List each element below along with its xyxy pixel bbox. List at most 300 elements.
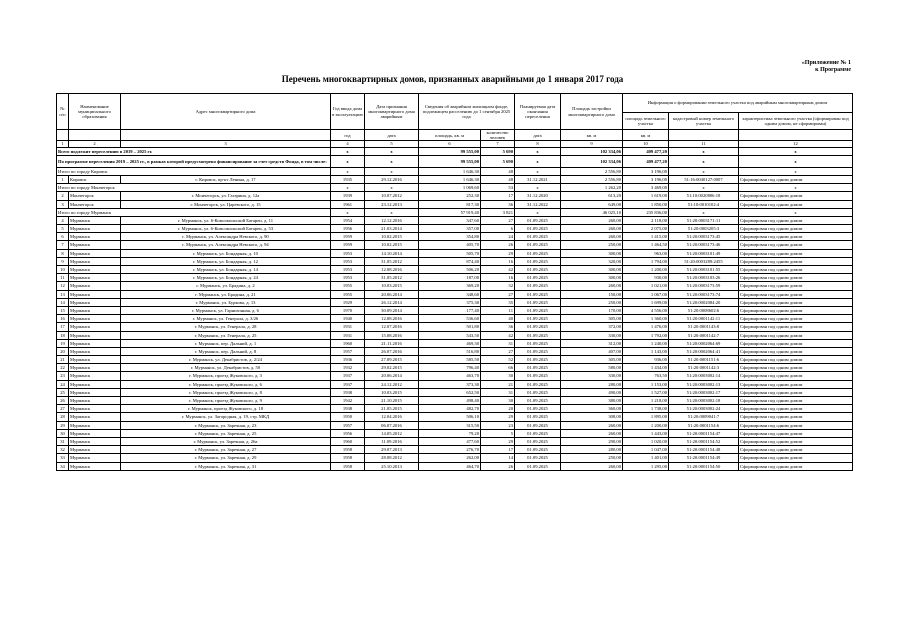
subtotal-cell: х [331, 167, 365, 175]
row-area: 187,00 [419, 274, 481, 282]
colnum: 10 [623, 141, 669, 147]
table-row [57, 331, 853, 339]
row-building-area: 250,00 [561, 298, 623, 306]
table-row [57, 225, 853, 233]
row-area: 817,30 [419, 200, 481, 208]
row-emergency-date: 23.12.2013 [365, 200, 419, 208]
row-cadastral-number: 51:20:0003101:49 [669, 249, 739, 257]
row-area: 874,40 [419, 257, 481, 265]
subtotal-cell: х [365, 208, 419, 216]
row-area: 276,70 [419, 446, 481, 454]
row-address: г. Мурманск, проезд Жуковского, д. 18 [121, 405, 331, 413]
row-planned-date: 01.09.2025 [515, 372, 561, 380]
subtotal-cell: х [365, 167, 419, 175]
row-cadastral-number: 51:20:0003173:45 [669, 233, 739, 241]
row-building-area: 300,00 [561, 274, 623, 282]
row-number: 17 [57, 323, 69, 331]
row-emergency-date: 25.10.2013 [365, 462, 419, 470]
row-building-area: 260,00 [561, 462, 623, 470]
row-land-characteristic: Сформирован под одним домом [739, 216, 853, 224]
row-land-area: 1 295,00 [623, 462, 669, 470]
row-land-area: 4 556,00 [623, 306, 669, 314]
row-planned-date: 01.09.2025 [515, 274, 561, 282]
register-table [56, 93, 853, 471]
row-planned-date: 01.09.2025 [515, 413, 561, 421]
row-municipality: Мурманск [69, 282, 121, 290]
row-people: 36 [481, 323, 515, 331]
row-land-characteristic: Сформирован под одним домом [739, 397, 853, 405]
row-people: 66 [481, 364, 515, 372]
row-land-characteristic: Сформирован под одним домом [739, 274, 853, 282]
row-year: 1953 [331, 266, 365, 274]
row-cadastral-number: 51:20:0003002:18 [669, 397, 739, 405]
row-emergency-date: 26.12.2014 [365, 298, 419, 306]
summary-cell: х [669, 155, 739, 167]
colnum: 9 [561, 141, 623, 147]
row-municipality: Мурманск [69, 241, 121, 249]
row-people: 32 [481, 282, 515, 290]
row-area: 252,30 [419, 192, 481, 200]
table-row [57, 372, 853, 380]
row-address: г. Мурманск, ул. Бондарная, д. 14 [121, 266, 331, 274]
row-municipality: Мурманск [69, 356, 121, 364]
row-number: 6 [57, 233, 69, 241]
subtotal-cell: х [669, 184, 739, 192]
table-row [57, 175, 853, 183]
row-cadastral-number: 51:20:0001154:50 [669, 462, 739, 470]
row-people: 31 [481, 339, 515, 347]
row-land-characteristic: Сформирован под одним домом [739, 380, 853, 388]
row-address: г. Мурманск, ул. Буркова, д. 13 [121, 298, 331, 306]
row-number: 4 [57, 216, 69, 224]
row-year: 1932 [331, 364, 365, 372]
row-cadastral-number: 51:20:0001143:8 [669, 323, 739, 331]
row-municipality: Мурманск [69, 266, 121, 274]
row-planned-date: 01.09.2025 [515, 405, 561, 413]
row-land-area: 1 794,00 [623, 257, 669, 265]
row-number: 26 [57, 397, 69, 405]
colnum: 1 [57, 141, 69, 147]
row-year: 1953 [331, 249, 365, 257]
row-cadastral-number: 51:20:0001151:6 [669, 356, 739, 364]
row-cadastral-number: 51:20:0003173:46 [669, 241, 739, 249]
row-year: 1938 [331, 388, 365, 396]
row-building-area: 330,00 [561, 372, 623, 380]
row-planned-date: 01.09.2025 [515, 266, 561, 274]
row-people: 29 [481, 249, 515, 257]
row-municipality: Мурманск [69, 225, 121, 233]
row-land-characteristic: Сформирован под одним домом [739, 339, 853, 347]
row-address: г. Мурманск, проезд Жуковского, д. 6 [121, 380, 331, 388]
colnum: 4 [331, 141, 365, 147]
table-row [57, 249, 853, 257]
row-land-characteristic: Сформирован под одним домом [739, 437, 853, 445]
summary-cell: х [739, 147, 853, 155]
row-land-area: 1 021,00 [623, 282, 669, 290]
row-land-characteristic: Сформирован под одним домом [739, 356, 853, 364]
subtotal-cell: 3 821 [481, 208, 515, 216]
row-address: г. Кировск, пр-кт Ленина, д. 17 [121, 175, 331, 183]
row-year: 1938 [331, 405, 365, 413]
row-building-area: 300,00 [561, 249, 623, 257]
unit-year: год [331, 130, 365, 141]
row-cadastral-number: 51:20:0002064:69 [669, 339, 739, 347]
row-cadastral-number: 51:20:0003002:13 [669, 380, 739, 388]
row-planned-date: 01.09.2025 [515, 315, 561, 323]
row-emergency-date: 12.08.2016 [365, 315, 419, 323]
row-emergency-date: 12.04.2016 [365, 413, 419, 421]
row-number: 10 [57, 266, 69, 274]
row-planned-date: 01.09.2025 [515, 306, 561, 314]
row-people: 23 [481, 421, 515, 429]
table-row [57, 339, 853, 347]
summary-cell: х [515, 155, 561, 167]
row-emergency-date: 21.03.2014 [365, 225, 419, 233]
subtotal-cell: х [739, 208, 853, 216]
row-area: 373,30 [419, 380, 481, 388]
row-cadastral-number: 51:20:0001154:49 [669, 454, 739, 462]
row-municipality: Мурманск [69, 274, 121, 282]
unit-empty-11 [669, 130, 739, 141]
row-year: 1954 [331, 216, 365, 224]
row-emergency-date: 10.07.2012 [365, 192, 419, 200]
summary-cell: 99 555,00 [419, 155, 481, 167]
row-emergency-date: 11.09.2016 [365, 437, 419, 445]
row-land-characteristic: Сформирован под одним домом [739, 347, 853, 355]
row-year: 1950 [331, 413, 365, 421]
row-planned-date: 01.09.2025 [515, 388, 561, 396]
row-land-characteristic: Сформирован под одним домом [739, 282, 853, 290]
row-municipality: Мурманск [69, 290, 121, 298]
row-building-area: 170,00 [561, 306, 623, 314]
row-emergency-date: 10.03.2015 [365, 388, 419, 396]
row-land-characteristic: Сформирован под одним домом [739, 429, 853, 437]
row-planned-date: 01.09.2025 [515, 298, 561, 306]
colnum: 7 [481, 141, 515, 147]
table-row [57, 298, 853, 306]
row-number: 12 [57, 282, 69, 290]
row-cadastral-number: 51:20:0001142:7 [669, 331, 739, 339]
row-people: 29 [481, 413, 515, 421]
row-address: г. Мурманск, ул. Заречная, д. 29 [121, 454, 331, 462]
row-land-characteristic: Сформирован под одним домом [739, 421, 853, 429]
subtotal-cell: х [331, 184, 365, 192]
row-municipality: Мурманск [69, 380, 121, 388]
row-land-area: 1 153,00 [623, 380, 669, 388]
row-year: 1937 [331, 372, 365, 380]
row-emergency-date: 10.02.2015 [365, 233, 419, 241]
row-building-area: 320,00 [561, 257, 623, 265]
row-building-area: 613,20 [561, 192, 623, 200]
row-area: 796,40 [419, 364, 481, 372]
row-planned-date: 01.09.2025 [515, 249, 561, 257]
row-year: 1958 [331, 446, 365, 454]
subtotal-cell: 2 556,80 [561, 167, 623, 175]
header-number: № п/п [57, 94, 69, 130]
row-municipality: Мурманск [69, 347, 121, 355]
row-year: 1955 [331, 282, 365, 290]
row-people: 42 [481, 266, 515, 274]
table-row [57, 437, 853, 445]
row-year: 1957 [331, 421, 365, 429]
row-emergency-date: 06.07.2016 [365, 421, 419, 429]
header-emergency-date: Дата признания многоквартирного дома аварийным [365, 94, 419, 130]
row-planned-date: 31.12.2020 [515, 192, 561, 200]
row-building-area: 260,00 [561, 233, 623, 241]
row-building-area: 150,00 [561, 290, 623, 298]
row-address: г. Мурманск, проезд Жуковского, д. 8 [121, 388, 331, 396]
colnum: 6 [419, 141, 481, 147]
row-year: 1958 [331, 462, 365, 470]
summary-cell: х [365, 155, 419, 167]
row-land-characteristic: Сформирован под одним домом [739, 323, 853, 331]
row-planned-date: 01.09.2025 [515, 331, 561, 339]
row-building-area: 2 556,80 [561, 175, 623, 183]
row-municipality: Мурманск [69, 233, 121, 241]
row-year: 1955 [331, 290, 365, 298]
row-number: 28 [57, 413, 69, 421]
row-municipality: Мурманск [69, 339, 121, 347]
table-row [57, 380, 853, 388]
row-year: 1960 [331, 437, 365, 445]
subtotal-cell: 57 919,40 [419, 208, 481, 216]
row-building-area: 312,00 [561, 339, 623, 347]
row-municipality: Мурманск [69, 315, 121, 323]
table-row [57, 290, 853, 298]
row-address: г. Мурманск, ул. Заречная, д. 26а [121, 437, 331, 445]
row-land-characteristic: Сформирован под одним домом [739, 200, 853, 208]
row-number: 16 [57, 315, 69, 323]
colnum: 5 [365, 141, 419, 147]
colnum: 8 [515, 141, 561, 147]
row-area: 506,10 [419, 413, 481, 421]
row-emergency-date: 29.12.2016 [365, 175, 419, 183]
row-address: г. Мурманск, ул. Брадина, д. 2 [121, 282, 331, 290]
row-people: 35 [481, 298, 515, 306]
summary-cell: 5 690 [481, 147, 515, 155]
unit-land-area: кв. м [623, 130, 669, 141]
row-cadastral-number: 51:20:0003205:3 [669, 225, 739, 233]
summary-cell: х [739, 155, 853, 167]
row-address: г. Мончегорск, ул. Гагарина, д. 12а [121, 192, 331, 200]
subtotal-label: Итого по городу Мончегорск [57, 184, 331, 192]
row-land-characteristic: Сформирован под одним домом [739, 241, 853, 249]
row-area: 498,40 [419, 397, 481, 405]
row-cadastral-number: 51:10:0020806:18 [669, 192, 739, 200]
row-area: 463,70 [419, 372, 481, 380]
row-address: г. Мурманск, ул. Александра Невского, д. 94 [121, 241, 331, 249]
row-people: 27 [481, 347, 515, 355]
row-emergency-date: 12.08.2016 [365, 266, 419, 274]
row-municipality: Мурманск [69, 331, 121, 339]
row-land-area: 1 619,00 [623, 192, 669, 200]
row-building-area: 260,00 [561, 429, 623, 437]
header-land-info: Информация о формировании земельного участка под аварийным многоквартирным домом [623, 94, 853, 113]
row-area: 177,40 [419, 306, 481, 314]
header-planned-date: Планируемая дата окончания переселения [515, 94, 561, 130]
row-people: 17 [481, 446, 515, 454]
unit-empty-3 [121, 130, 331, 141]
row-building-area: 260,00 [561, 421, 623, 429]
row-land-characteristic: Сформирован под одним домом [739, 364, 853, 372]
header-building-area: Площадь застройки многоквартирного дома [561, 94, 623, 130]
row-cadastral-number: 51:20:0003002:24 [669, 405, 739, 413]
row-area: 347,60 [419, 216, 481, 224]
subtotal-cell: 1 262,20 [561, 184, 623, 192]
row-cadastral-number: 51:20:0003171:11 [669, 216, 739, 224]
row-number: 2 [57, 192, 69, 200]
row-area: 516,80 [419, 347, 481, 355]
row-people: 48 [481, 175, 515, 183]
header-land-characteristic: характеристика земельного участка (сформирован под одним домом, не сформирован) [739, 113, 853, 130]
row-planned-date: 01.09.2025 [515, 257, 561, 265]
summary-cell: 99 555,00 [419, 147, 481, 155]
row-land-characteristic: Сформирован под одним домом [739, 372, 853, 380]
row-municipality: Мурманск [69, 306, 121, 314]
row-land-characteristic: Сформирован под одним домом [739, 175, 853, 183]
table-row [57, 462, 853, 470]
row-year: 1958 [331, 454, 365, 462]
summary-row-total [57, 147, 853, 155]
row-area: 357,00 [419, 225, 481, 233]
row-planned-date: 01.09.2025 [515, 364, 561, 372]
subtotal-cell: 53 [481, 184, 515, 192]
row-address: г. Мурманск, ул. Брадина, д. 21 [121, 290, 331, 298]
row-people: 36 [481, 200, 515, 208]
row-land-area: 1 699,00 [623, 298, 669, 306]
colnum: 11 [669, 141, 739, 147]
table-row [57, 446, 853, 454]
row-cadastral-number: 51:20:0002084:20 [669, 298, 739, 306]
row-number: 14 [57, 298, 69, 306]
row-cadastral-number: 51:20:0001154:47 [669, 429, 739, 437]
row-land-area: 1 240,00 [623, 339, 669, 347]
row-emergency-date: 20.06.2014 [365, 372, 419, 380]
table-row [57, 388, 853, 396]
row-emergency-date: 21.11.2016 [365, 339, 419, 347]
row-planned-date: 31.12.2022 [515, 200, 561, 208]
row-number: 32 [57, 446, 69, 454]
row-land-characteristic: Сформирован под одним домом [739, 249, 853, 257]
row-planned-date: 01.09.2025 [515, 347, 561, 355]
subtotal-cell: 48 [481, 167, 515, 175]
row-year: 1970 [331, 306, 365, 314]
row-emergency-date: 29.02.2015 [365, 364, 419, 372]
row-cadastral-number: 51:20:0003289:2455 [669, 257, 739, 265]
subtotal-cell: 235 836,00 [623, 208, 669, 216]
summary-cell: х [669, 147, 739, 155]
summary-label: По программе переселения 2019 – 2025 гг., в рамках которой предусмотрено финансирование за счет средств Фонда, в том числе: [57, 155, 331, 167]
row-cadastral-number: 51:20:0001154:52 [669, 437, 739, 445]
row-land-characteristic: Сформирован под одним домом [739, 290, 853, 298]
row-number: 3 [57, 200, 69, 208]
row-address: г. Мурманск, ул. Заречная, д. 31 [121, 462, 331, 470]
row-emergency-date: 21.05.2015 [365, 405, 419, 413]
row-year: 1929 [331, 298, 365, 306]
subtotal-row [57, 167, 853, 175]
row-people: 20 [481, 405, 515, 413]
table-row [57, 306, 853, 314]
row-planned-date: 31.12.2021 [515, 175, 561, 183]
row-area: 469,30 [419, 339, 481, 347]
subtotal-cell: 3 469,00 [623, 184, 669, 192]
row-address: г. Мурманск, ул. Бондарная, д. 12 [121, 257, 331, 265]
summary-cell: 409 477,20 [623, 147, 669, 155]
row-land-area: 1 067,00 [623, 290, 669, 298]
row-land-area: 1 360,00 [623, 315, 669, 323]
row-number: 8 [57, 249, 69, 257]
row-number: 31 [57, 437, 69, 445]
table-row [57, 266, 853, 274]
row-year: 1957 [331, 347, 365, 355]
row-year: 1961 [331, 200, 365, 208]
row-area: 405,70 [419, 241, 481, 249]
row-number: 19 [57, 339, 69, 347]
row-people: 30 [481, 397, 515, 405]
row-municipality: Мурманск [69, 249, 121, 257]
row-area: 464,70 [419, 462, 481, 470]
row-area: 375,30 [419, 298, 481, 306]
row-year: 1939 [331, 192, 365, 200]
row-address: г. Мурманск, пер. Дальний, д. 8 [121, 347, 331, 355]
subtotal-row [57, 208, 853, 216]
row-address: г. Мурманск, пер. Дальний, д. 1 [121, 339, 331, 347]
row-address: г. Мурманск, ул. 6-Комсомольской Батареи, д. 53 [121, 225, 331, 233]
row-planned-date: 01.09.2025 [515, 339, 561, 347]
row-land-characteristic: Сформирован под одним домом [739, 315, 853, 323]
row-land-characteristic: Сформирован под одним домом [739, 306, 853, 314]
row-cadastral-number: 51:20:0001142:3 [669, 364, 739, 372]
table-row [57, 413, 853, 421]
row-address: г. Мурманск, ул. Декабристов, д. 50 [121, 364, 331, 372]
row-area: 262,00 [419, 454, 481, 462]
row-land-characteristic: Сформирован под одним домом [739, 298, 853, 306]
row-building-area: 360,00 [561, 405, 623, 413]
row-cadastral-number: 51:20:0008602:6 [669, 306, 739, 314]
row-building-area: 305,00 [561, 356, 623, 364]
row-municipality: Мурманск [69, 421, 121, 429]
subtotal-cell: х [739, 184, 853, 192]
row-number: 5 [57, 225, 69, 233]
row-address: г. Мурманск, ул. Генерала, д. 3/26 [121, 315, 331, 323]
row-emergency-date: 24.12.2012 [365, 380, 419, 388]
table-row [57, 429, 853, 437]
row-building-area: 407,00 [561, 347, 623, 355]
row-land-area: 1 792,00 [623, 331, 669, 339]
subtotal-cell: 1 069,60 [419, 184, 481, 192]
row-land-characteristic: Сформирован под одним домом [739, 192, 853, 200]
row-address: г. Мурманск, ул. Гарнизонная, д. 6 [121, 306, 331, 314]
subtotal-cell: 46 025,10 [561, 208, 623, 216]
row-people: 31 [481, 388, 515, 396]
row-year: 1953 [331, 274, 365, 282]
row-address: г. Мурманск, проезд Жуковского, д. 3 [121, 372, 331, 380]
row-emergency-date: 21.10.2015 [365, 397, 419, 405]
subtotal-cell: х [515, 184, 561, 192]
row-people: 6 [481, 225, 515, 233]
row-people: 21 [481, 380, 515, 388]
row-area: 505,70 [419, 249, 481, 257]
row-municipality: Мурманск [69, 364, 121, 372]
row-emergency-date: 20.06.2014 [365, 290, 419, 298]
row-municipality: Мурманск [69, 388, 121, 396]
row-emergency-date: 31.05.2012 [365, 274, 419, 282]
row-planned-date: 01.09.2025 [515, 216, 561, 224]
row-land-characteristic: Сформирован под одним домом [739, 266, 853, 274]
row-municipality: Мурманск [69, 437, 121, 445]
row-cadastral-number: 51:20:0003002:14 [669, 372, 739, 380]
row-people: 26 [481, 241, 515, 249]
